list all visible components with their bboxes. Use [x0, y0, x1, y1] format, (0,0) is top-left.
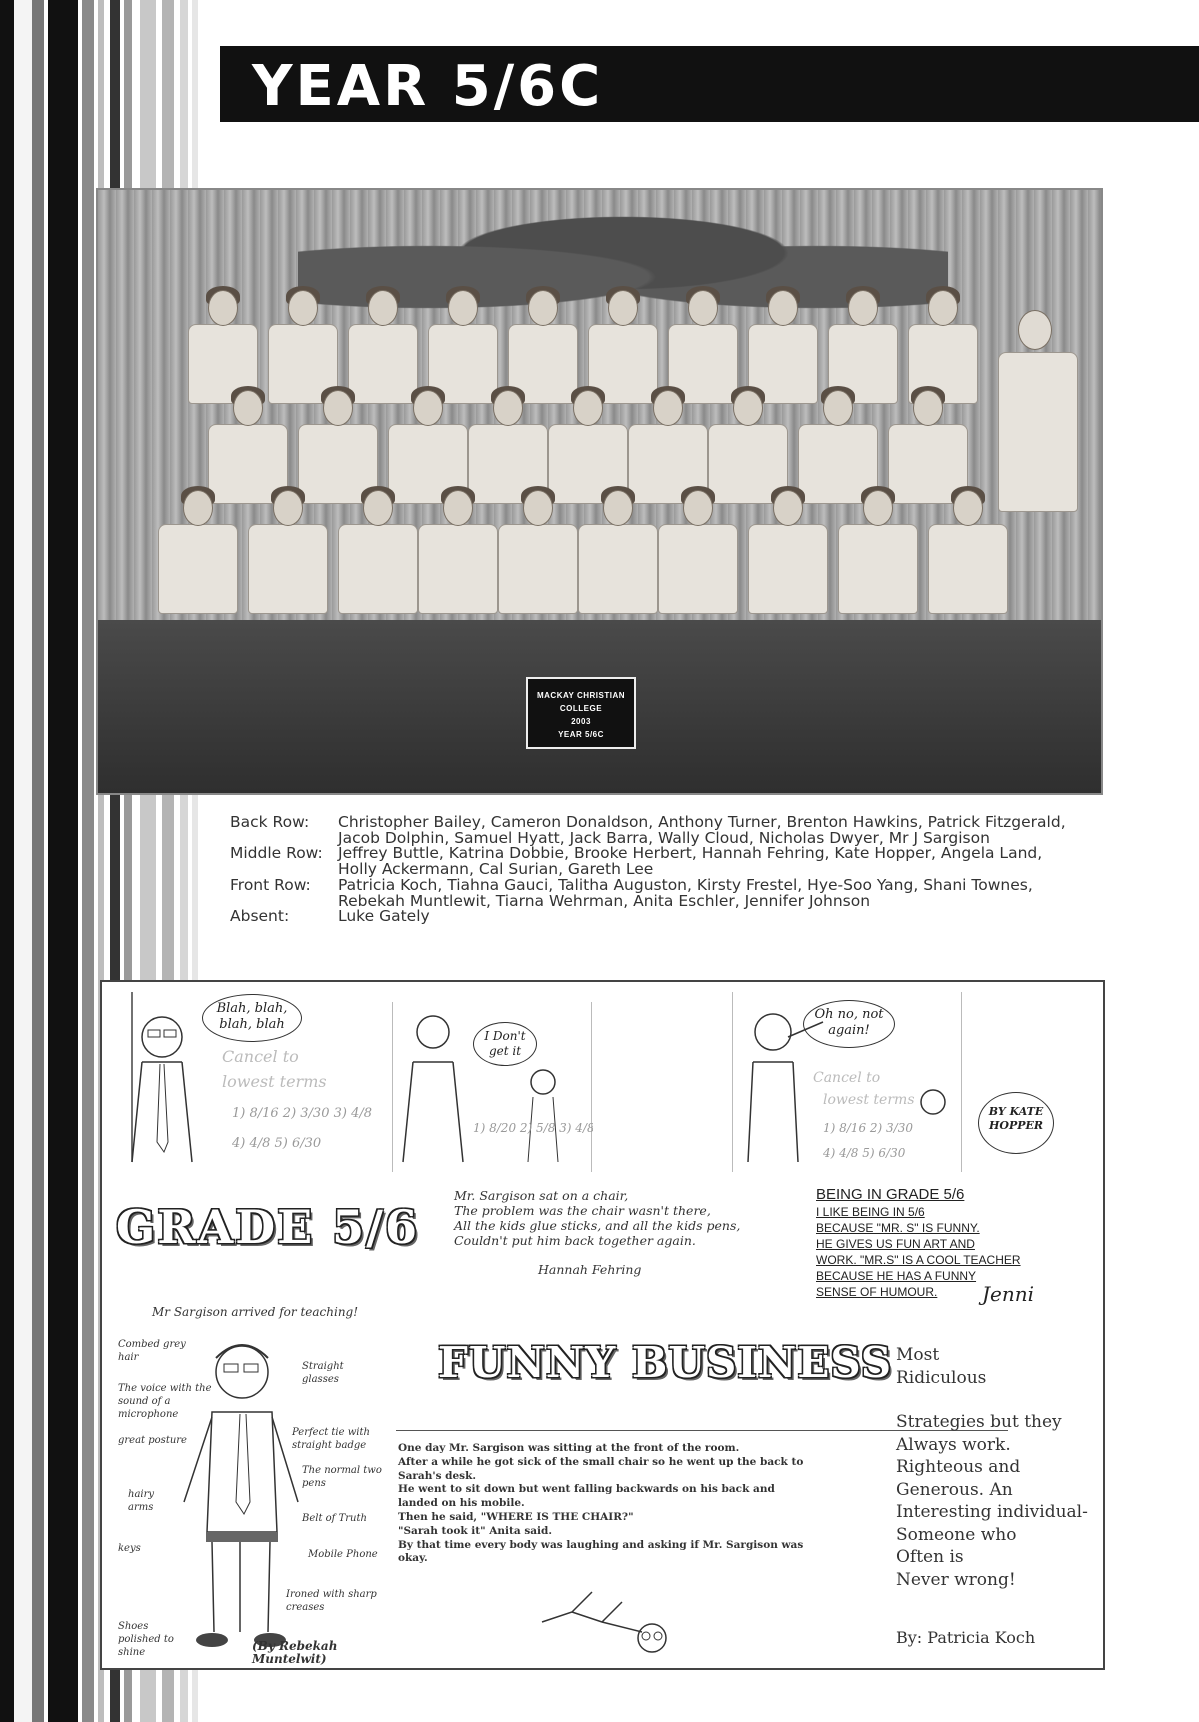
student-head: [573, 390, 603, 426]
svg-text:4) 4/8 5) 6/30: 4) 4/8 5) 6/30: [232, 1136, 322, 1151]
row-names-line: Jeffrey Buttle, Katrina Dobbie, Brooke Herbert, Hannah Fehring, Kate Hopper, Angela Land,: [338, 844, 1043, 863]
student-head: [768, 290, 798, 326]
student-head: [288, 290, 318, 326]
svg-text:Cancel to: Cancel to: [222, 1047, 299, 1066]
student-head: [363, 490, 393, 526]
teacher-head: [1018, 310, 1052, 350]
student-shirt: [338, 524, 418, 614]
student-head: [443, 490, 473, 526]
teacher-label: The voice with the sound of a microphone: [118, 1383, 212, 1420]
student-head: [913, 390, 943, 426]
story-line: Then he said, "WHERE IS THE CHAIR?": [398, 1510, 634, 1523]
student-shirt: [498, 524, 578, 614]
being-signature: Jenni: [982, 1282, 1035, 1306]
speech-bubble-1: Blah, blah, blah, blah: [202, 994, 302, 1042]
svg-text:1) 8/20 2) 5/8 3) 4/8: 1) 8/20 2) 5/8 3) 4/8: [473, 1121, 593, 1135]
acrostic-byline: By: Patricia Koch: [896, 1628, 1036, 1647]
names-back-row: [230, 815, 1130, 846]
being-heading: BEING IN GRADE 5/6: [816, 1186, 965, 1203]
funny-business-story: [398, 1442, 816, 1566]
title-bar: [220, 46, 1199, 122]
teacher-label: keys: [118, 1543, 141, 1554]
student-head: [208, 290, 238, 326]
student-head: [273, 490, 303, 526]
story-line: He went to sit down but went falling backwards on his back and landed on his mobile.: [398, 1483, 775, 1510]
student-shirt: [158, 524, 238, 614]
student-head: [528, 290, 558, 326]
acrostic-line: Ridiculous: [896, 1367, 987, 1388]
student-shirt: [658, 524, 738, 614]
row-names-line: Luke Gately: [338, 907, 430, 926]
being-line: BECAUSE HE HAS A FUNNY: [816, 1269, 977, 1283]
teacher-label: hairy arms: [128, 1489, 155, 1513]
names-front-row: [230, 875, 1130, 910]
student-shirt: [578, 524, 658, 614]
row-names-line: Patricia Koch, Tiahna Gauci, Talitha Auguston, Kirsty Frestel, Hye-Soo Yang, Shani Townes,: [338, 875, 1033, 894]
student-head: [233, 390, 263, 426]
sign-line-2: COLLEGE: [559, 704, 603, 713]
poem-author: Hannah Fehring: [538, 1262, 642, 1277]
student-head: [823, 390, 853, 426]
names-middle-row: [230, 846, 1130, 877]
student-shirt: [748, 524, 828, 614]
acrostic-line: Strategies but they: [896, 1412, 1062, 1432]
acrostic-poem: [896, 1344, 1096, 1591]
acrostic-line: Often is: [896, 1547, 964, 1567]
teacher-label: The normal two pens: [302, 1465, 382, 1489]
acrostic-line: Never wrong!: [896, 1569, 1016, 1590]
acrostic-line: Interesting individual-: [896, 1502, 1088, 1522]
student-head: [773, 490, 803, 526]
sign-line-4: YEAR 5/6C: [558, 730, 604, 739]
student-shirt: [838, 524, 918, 614]
teacher-label: Ironed with sharp creases: [286, 1589, 377, 1613]
comic-panel-1: [112, 992, 372, 1172]
sign-line-3: 2003: [571, 717, 591, 726]
names-list: [230, 815, 1130, 925]
speech-bubble-2: I Don't get it: [473, 1022, 537, 1066]
svg-text:4) 4/8 5) 6/30: 4) 4/8 5) 6/30: [823, 1146, 906, 1160]
comic-panel-3: [732, 992, 962, 1172]
author-badge: BY KATE HOPPER: [978, 1092, 1054, 1154]
student-shirt: [928, 524, 1008, 614]
student-head: [733, 390, 763, 426]
class-photo: [96, 188, 1103, 795]
row-label: Absent:: [230, 907, 290, 926]
teacher-label: Perfect tie with straight badge: [292, 1427, 370, 1451]
student-head: [493, 390, 523, 426]
being-in-grade-note: [816, 1186, 1076, 1300]
poem-line: Couldn't put him back together again.: [454, 1233, 696, 1248]
row-label: Middle Row:: [230, 844, 323, 863]
story-line: After a while he got sick of the small chair so he went up the back to Sarah's desk.: [398, 1455, 804, 1482]
acrostic-line: Always work.: [896, 1434, 1011, 1455]
poem: [454, 1188, 794, 1277]
acrostic-gap: [896, 1389, 1096, 1411]
teacher-shirt: [998, 352, 1078, 512]
svg-text:1) 8/16 2) 3/30: 1) 8/16 2) 3/30: [823, 1121, 913, 1135]
teacher-drawing-author: (By Rebekah Muntelwit): [252, 1639, 338, 1666]
being-line: WORK. "MR.S" IS A COOL TEACHER: [816, 1253, 1021, 1267]
acrostic-line: Righteous and: [896, 1457, 1021, 1477]
svg-text:lowest terms: lowest terms: [823, 1092, 915, 1108]
student-head: [863, 490, 893, 526]
teacher-caption-top: Mr Sargison arrived for teaching!: [152, 1305, 359, 1319]
poem-line: Mr. Sargison sat on a chair,: [454, 1188, 629, 1203]
row-names-line: Jacob Dolphin, Samuel Hyatt, Jack Barra, Wally Cloud, Nicholas Dwyer, Mr J Sargison: [338, 828, 990, 847]
funny-business-title: FUNNY BUSINESS: [438, 1338, 893, 1387]
grade-title: GRADE 5/6: [116, 1200, 419, 1254]
row-names-line: Christopher Bailey, Cameron Donaldson, Anthony Turner, Brenton Hawkins, Patrick Fitzgerald,: [338, 813, 1066, 831]
photo-name-sign: [526, 677, 636, 749]
student-shirt: [248, 524, 328, 614]
acrostic-line: Most: [896, 1345, 940, 1365]
svg-text:Cancel to: Cancel to: [813, 1070, 881, 1086]
teacher-drawing: [102, 1302, 402, 1670]
student-head: [683, 490, 713, 526]
being-line: BECAUSE "MR. S" IS FUNNY.: [816, 1221, 980, 1235]
student-shirt: [418, 524, 498, 614]
row-names-line: Holly Ackermann, Cal Surian, Gareth Lee: [338, 860, 654, 879]
student-head: [323, 390, 353, 426]
student-head: [368, 290, 398, 326]
teacher-label: Combed grey hair: [118, 1339, 186, 1363]
svg-text:lowest terms: lowest terms: [222, 1072, 327, 1091]
fallen-teacher-doodle: [532, 1582, 682, 1662]
student-head: [608, 290, 638, 326]
student-head: [688, 290, 718, 326]
teacher-label: great posture: [118, 1435, 187, 1446]
story-line: One day Mr. Sargison was sitting at the front of the room.: [398, 1442, 740, 1454]
student-head: [928, 290, 958, 326]
story-line: By that time every body was laughing and asking if Mr. Sargison was okay.: [398, 1538, 804, 1565]
student-head: [953, 490, 983, 526]
acrostic-line: Generous. An: [896, 1479, 1013, 1500]
student-head: [603, 490, 633, 526]
teacher-label: Straight glasses: [302, 1361, 344, 1385]
student-head: [413, 390, 443, 426]
row-label: Front Row:: [230, 875, 311, 894]
row-names-line: Rebekah Muntlewit, Tiarna Wehrman, Anita Eschler, Jennifer Johnson: [338, 891, 871, 910]
teacher-label: Shoes polished to shine: [118, 1621, 174, 1658]
sign-line-1: MACKAY CHRISTIAN: [536, 691, 625, 700]
row-label: Back Row:: [230, 813, 310, 831]
student-head: [523, 490, 553, 526]
names-absent: [230, 909, 1130, 925]
student-head: [448, 290, 478, 326]
teacher-label: Belt of Truth: [302, 1513, 367, 1524]
page-title: YEAR 5/6C: [252, 54, 604, 119]
svg-text:1) 8/16 2) 3/30 3) 4/8: 1) 8/16 2) 3/30 3) 4/8: [232, 1106, 372, 1121]
funny-business-collage: [100, 980, 1105, 1670]
comic-panel-2: [392, 1002, 592, 1172]
story-line: "Sarah took it" Anita said.: [398, 1524, 553, 1537]
student-head: [848, 290, 878, 326]
being-line: I LIKE BEING IN 5/6: [816, 1205, 925, 1219]
being-line: HE GIVES US FUN ART AND: [816, 1237, 975, 1251]
teacher-label: Mobile Phone: [308, 1549, 378, 1560]
speech-bubble-3: Oh no, not again!: [803, 1000, 895, 1048]
being-line: SENSE OF HUMOUR.: [816, 1285, 938, 1299]
student-shirt: [348, 324, 418, 404]
poem-line: All the kids glue sticks, and all the kids pens,: [454, 1218, 741, 1233]
student-head: [653, 390, 683, 426]
poem-line: The problem was the chair wasn't there,: [454, 1203, 711, 1218]
acrostic-line: Someone who: [896, 1524, 1017, 1545]
student-head: [183, 490, 213, 526]
